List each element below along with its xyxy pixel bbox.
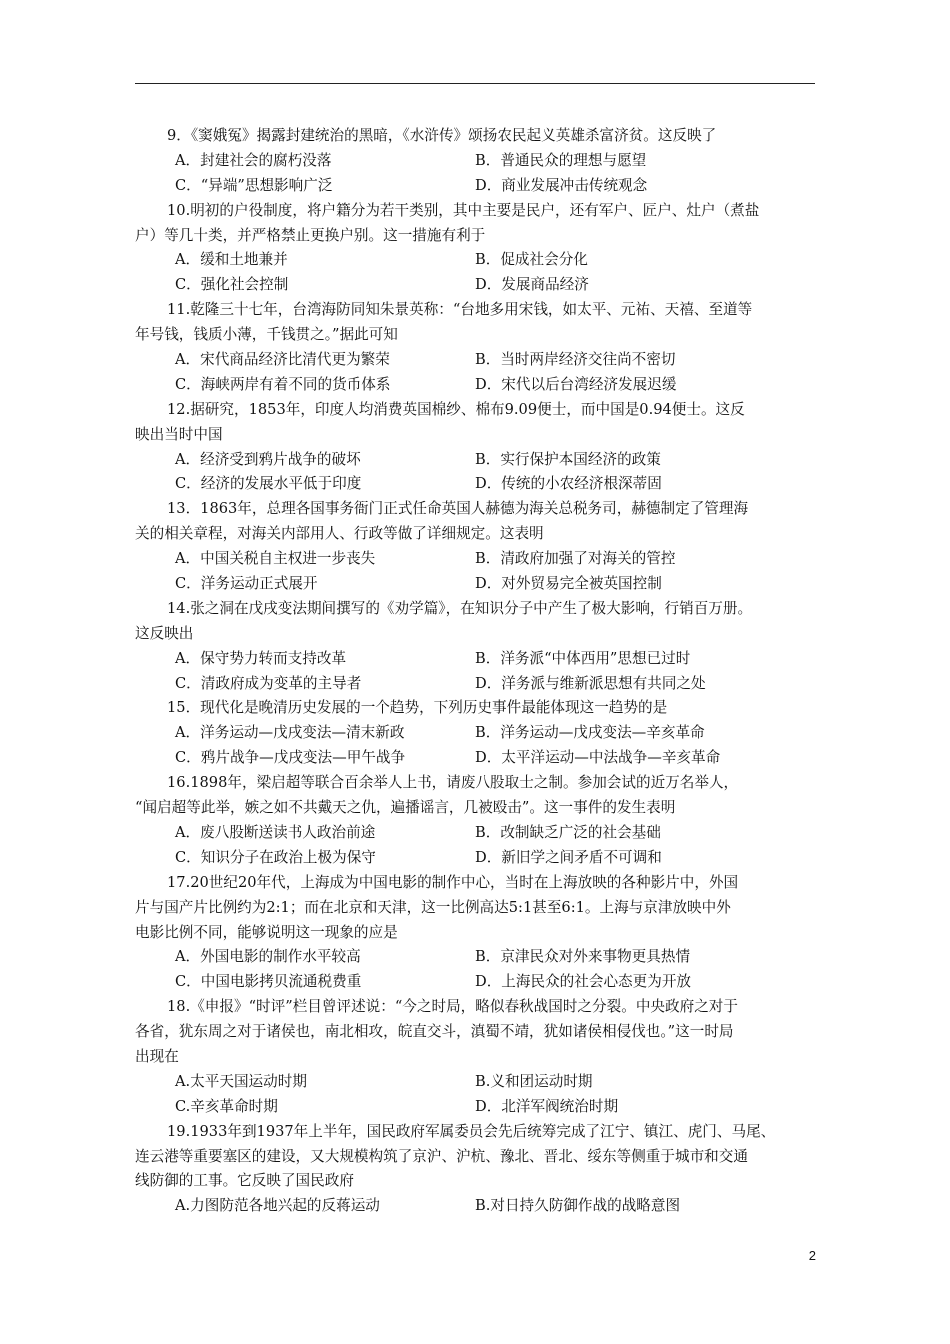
- option-d: D．传统的小农经济根深蒂固: [475, 475, 662, 493]
- question-10-stem-line-1: 10.明初的户役制度，将户籍分为若干类别，其中主要是民户，还有军户、匠户、灶户（煮盐: [167, 201, 760, 219]
- option-c: C．清政府成为变革的主导者: [175, 674, 362, 692]
- question-13-stem-line-2: 关的相关章程，对海关内部用人、行政等做了详细规定。这表明: [135, 525, 544, 543]
- option-b: B．改制缺乏广泛的社会基础: [475, 823, 661, 841]
- option-c: C．知识分子在政治上极为保守: [175, 848, 376, 866]
- option-d: D．太平洋运动—中法战争—辛亥革命: [475, 749, 721, 767]
- option-c: C．洋务运动正式展开: [175, 575, 318, 593]
- question-15-options-row-2: [135, 746, 820, 771]
- option-d: D．北洋军阀统治时期: [475, 1097, 619, 1115]
- header-rule: [135, 83, 815, 84]
- question-12-options-row-1: [135, 448, 820, 473]
- option-b: B.对日持久防御作战的战略意图: [475, 1197, 681, 1215]
- option-b: B．当时两岸经济交往尚不密切: [475, 351, 676, 369]
- question-11-stem-line-1: 11.乾隆三十七年，台湾海防同知朱景英称：“台地多用宋钱，如太平、元祐、天禧、至道等: [167, 301, 753, 319]
- option-b: B．实行保护本国经济的政策: [475, 450, 661, 468]
- page-number: 2: [808, 1248, 816, 1263]
- question-9-options-row-1: [135, 149, 820, 174]
- question-17-options-row-2: [135, 970, 820, 995]
- option-d: D．新旧学之间矛盾不可调和: [475, 848, 662, 866]
- option-a: A．保守势力转而支持改革: [175, 649, 347, 667]
- option-d: D．上海民众的社会心态更为开放: [475, 973, 692, 991]
- option-a: A．缓和土地兼并: [175, 251, 288, 269]
- option-c: C．经济的发展水平低于印度: [175, 475, 362, 493]
- option-a: A．宋代商品经济比清代更为繁荣: [175, 351, 390, 369]
- option-a: A.太平天国运动时期: [175, 1072, 307, 1090]
- question-11-stem-line-2: 年号钱，钱质小薄，千钱贯之。”据此可知: [135, 326, 398, 344]
- question-15-stem-line-1: 15．现代化是晚清历史发展的一个趋势，下列历史事件最能体现这一趋势的是: [167, 699, 668, 717]
- question-14-options-row-1: [135, 647, 820, 672]
- question-11-options-row-1: [135, 348, 820, 373]
- question-14-stem-line-2: 这反映出: [135, 624, 194, 642]
- question-19-options-row-1: [135, 1194, 820, 1219]
- question-18-options-row-2: [135, 1095, 820, 1120]
- option-d: D．宋代以后台湾经济发展迟缓: [475, 375, 677, 393]
- option-a: A．经济受到鸦片战争的破坏: [175, 450, 361, 468]
- question-14-stem-line-1: 14.张之洞在戊戌变法期间撰写的《劝学篇》，在知识分子中产生了极大影响，行销百万册。: [167, 599, 753, 617]
- question-10-options-row-1: [135, 248, 820, 273]
- option-c: C．中国电影拷贝流通税费重: [175, 973, 362, 991]
- question-14-options-row-2: [135, 672, 820, 697]
- question-9-options-row-2: [135, 174, 820, 199]
- question-16-stem-line-2: “闻启超等此举，嫉之如不共戴天之仇，遍播谣言，几被殴击”。这一事件的发生表明: [135, 799, 676, 817]
- option-d: D．对外贸易完全被英国控制: [475, 575, 662, 593]
- option-d: D．发展商品经济: [475, 276, 589, 294]
- question-17-stem-line-1: 17.20世纪20年代，上海成为中国电影的制作中心，当时在上海放映的各种影片中，外国: [167, 873, 739, 891]
- question-18-options-row-1: [135, 1070, 820, 1095]
- option-c: C．强化社会控制: [175, 276, 289, 294]
- question-13-options-row-1: [135, 547, 820, 572]
- question-16-options-row-1: [135, 821, 820, 846]
- question-10-stem-line-2: 户）等几十类，并严格禁止更换户别。这一措施有利于: [135, 226, 486, 244]
- option-a: A．封建社会的腐朽没落: [175, 151, 332, 169]
- question-12-stem-line-2: 映出当时中国: [135, 425, 223, 443]
- question-17-stem-line-2: 片与国产片比例约为2:1；而在北京和天津，这一比例高达5:1甚至6:1。上海与京津放映中外: [135, 898, 731, 916]
- option-b: B．洋务派“中体西用”思想已过时: [475, 649, 691, 667]
- question-16-stem-line-1: 16.1898年，梁启超等联合百余举人上书，请废八股取士之制。参加会试的近万名举人，: [167, 774, 739, 792]
- option-a: A．外国电影的制作水平较高: [175, 948, 361, 966]
- option-c: C．“异端”思想影响广泛: [175, 176, 333, 194]
- option-b: B．清政府加强了对海关的管控: [475, 550, 676, 568]
- question-12-stem-line-1: 12.据研究，1853年，印度人均消费英国棉纱、棉布9.09便士，而中国是0.94便士。这反: [167, 400, 745, 418]
- option-b: B．京津民众对外来事物更具热情: [475, 948, 691, 966]
- question-16-options-row-2: [135, 846, 820, 871]
- option-b: B．洋务运动—戊戌变法—辛亥革命: [475, 724, 705, 742]
- question-13-stem-line-1: 13．1863年，总理各国事务衙门正式任命英国人赫德为海关总税务司，赫德制定了管理海: [167, 500, 749, 518]
- option-a: A．洋务运动—戊戌变法—清末新政: [175, 724, 405, 742]
- question-15-options-row-1: [135, 721, 820, 746]
- question-13-options-row-2: [135, 572, 820, 597]
- question-18-stem-line-3: 出现在: [135, 1047, 179, 1065]
- question-17-stem-line-3: 电影比例不同，能够说明这一现象的应是: [135, 923, 398, 941]
- question-list: [135, 124, 820, 1219]
- option-b: B．普通民众的理想与愿望: [475, 151, 647, 169]
- option-d: D．洋务派与维新派思想有共同之处: [475, 674, 706, 692]
- option-a: A．废八股断送读书人政治前途: [175, 823, 376, 841]
- question-18-stem-line-1: 18.《申报》“时评”栏目曾评述说：“今之时局，略似春秋战国时之分裂。中央政府之对于: [167, 998, 738, 1016]
- option-a: A．中国关税自主权进一步丧失: [175, 550, 376, 568]
- option-c: C．海峡两岸有着不同的货币体系: [175, 375, 391, 393]
- question-12-options-row-2: [135, 472, 820, 497]
- option-d: D．商业发展冲击传统观念: [475, 176, 648, 194]
- option-a: A.力图防范各地兴起的反蒋运动: [175, 1197, 380, 1215]
- question-10-options-row-2: [135, 273, 820, 298]
- question-18-stem-line-2: 各省，犹东周之对于诸侯也，南北相攻，皖直交斗，滇蜀不靖，犹如诸侯相侵伐也。”这一时局: [135, 1023, 734, 1041]
- question-19-stem-line-2: 连云港等重要塞区的建设，又大规模构筑了京沪、沪杭、豫北、晋北、绥东等侧重于城市和交通: [135, 1147, 748, 1165]
- question-11-options-row-2: [135, 373, 820, 398]
- option-b: B．促成社会分化: [475, 251, 588, 269]
- question-19-stem-line-1: 19.1933年到1937年上半年，国民政府军属委员会先后统筹完成了江宁、镇江、虎门、马尾、: [167, 1122, 776, 1140]
- option-c: C．鸦片战争—戊戌变法—甲午战争: [175, 749, 406, 767]
- option-c: C.辛亥革命时期: [175, 1097, 278, 1115]
- option-b: B.义和团运动时期: [475, 1072, 593, 1090]
- question-9-stem-line-1: 9．《窦娥冤》揭露封建统治的黑暗，《水浒传》颂扬农民起义英雄杀富济贫。这反映了: [167, 127, 717, 144]
- question-19-stem-line-3: 线防御的工事。它反映了国民政府: [135, 1172, 354, 1190]
- question-17-options-row-1: [135, 945, 820, 970]
